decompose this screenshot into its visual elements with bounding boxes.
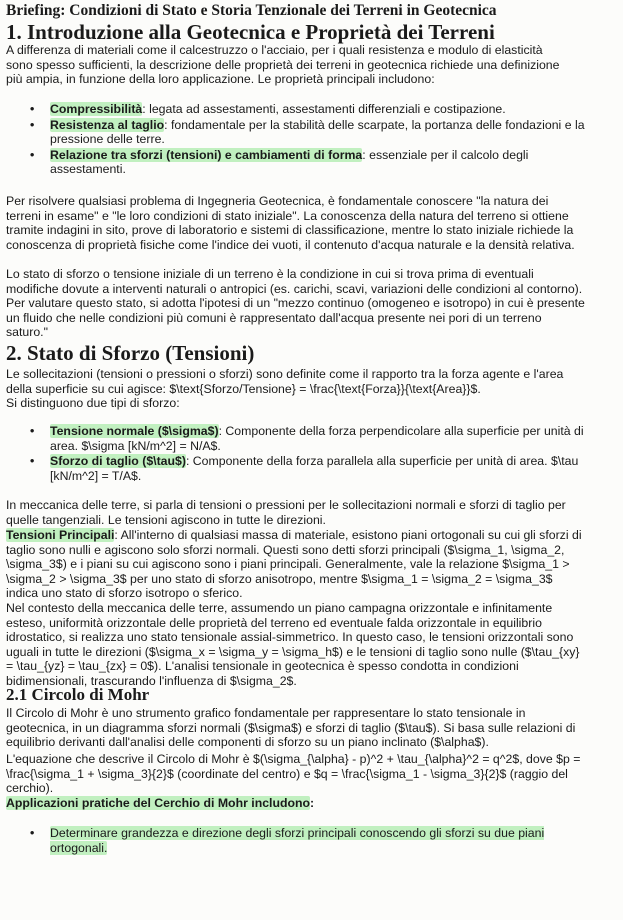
properties-list xyxy=(30,102,590,178)
section-2-paragraph-tensioni: In meccanica delle terre, si parla di tensioni o pressioni per le sollecitazioni normali e sforzi di taglio per quelle tangenziali. Le tensioni agiscono in tutte le direzioni. xyxy=(6,498,566,527)
section-1-paragraph-stato-iniziale: Lo stato di sforzo o tensione iniziale di un terreno è la condizione in cui si trova prima di eventuali modifiche dovute a interventi naturali o antropici (es. carichi, scavi, variazioni delle condizioni al contorno). Per valutare questo stato, si adotta l'ipotesi di un "mezzo continuo (omogeneo e isotropo) in cui è presente un fluido che nelle condizioni più comuni è rappresentato dall'acqua presente nei pori di un terreno saturo." xyxy=(6,267,585,340)
section-2-1-paragraph-intro: Il Circolo di Mohr è uno strumento grafico fondamentale per rappresentare lo stato tensionale in geotecnica, in un diagramma sforzi normali ($\sigma$) e sforzi di taglio ($\tau$). Si basa sulle relazioni di equilibrio derivanti dall'analisi delle componenti di sforzo su un piano inclinato ($\alpha$). xyxy=(6,706,576,750)
list-item-term: Tensione normale ($\sigma$) xyxy=(50,424,219,438)
section-1-paragraph-natura: Per risolvere qualsiasi problema di Ingegneria Geotecnica, è fondamentale conoscere "la natura dei terreni in esame" e "le loro condizioni di stato iniziale". La conoscenza della natura del terreno si ottiene tramite indagini in sito, prove di laboratorio e sistemi di classificazione, mentre lo stato iniziale richiede la conoscenza di proprietà fisiche come l'indice dei vuoti, il contenuto d'acqua naturale e la densità relativa. xyxy=(6,194,575,252)
section-2-intro xyxy=(6,367,586,411)
list-item xyxy=(30,102,590,117)
list-item xyxy=(30,148,590,177)
list-item-text: : essenziale per il calcolo degli assestamenti. xyxy=(50,147,529,177)
applications-list xyxy=(30,826,590,856)
bullet-dot-icon: • xyxy=(30,826,35,840)
list-item-text: : legata ad assestamenti, assestamenti differenziali e costipazione. xyxy=(142,102,506,116)
intro-line: A differenza di materiali come il calcestruzzo o l'acciaio, per i quali resistenza e modulo di elasticità xyxy=(6,43,543,57)
section-2-paragraph-assial-simmetrico: Nel contesto della meccanica delle terre, assumendo un piano campagna orizzontale e infinitamente esteso, uniformità orizzontale delle proprietà del terreno ed eventuale falda orizzontale in equilibrio idrostatico, si realizza uno stato tensionale assial-simmetrico. In questo caso, le tensioni orizzontali sono uguali in tutte le direzioni ($\sigma_x = \sigma_y = \sigma_h$) e le tensioni di taglio sono nulle ($\tau_{xy} = \tau_{yz} = \tau_{zx} = 0$). L'analisi tensionale in geotecnica è spesso condotta in condizioni bidimensionali, trascurando l'influenza di $\sigma_2$. xyxy=(6,601,580,688)
bullet-dot-icon: • xyxy=(30,454,35,469)
bullet-dot-icon: • xyxy=(30,147,35,162)
section-2-paragraph-principali xyxy=(6,528,586,601)
list-item xyxy=(30,826,590,855)
list-item xyxy=(30,118,590,147)
tensioni-principali-text: : All'interno di qualsiasi massa di materiale, esistono piani ortogonali su cui gli sforzi di taglio sono nulli e agiscono solo sforzi normali. Questi sono detti sforzi principali ($\sigma_1, \sigma_2, \sigma_3$) e i piani su cui agiscono sono i piani principali. Generalmente, vale la relazione $\sigma_1 > \sigma_2 > \sigma_3$ per uno stato di sforzo anisotropo, mentre $\sigma_1 = \sigma_2 = \sigma_3$ indica uno stato di sforzo isotropo o sferico. xyxy=(6,528,582,601)
applications-heading-text: Applicazioni pratiche del Cerchio di Mohr includono xyxy=(6,796,311,810)
tensioni-principali-term: Tensioni Principali xyxy=(6,528,115,542)
section-2-heading: 2. Stato di Sforzo (Tensioni) xyxy=(6,341,255,365)
section-2-intro-text-2: Si distinguono due tipi di sforzo: xyxy=(6,396,180,411)
list-item xyxy=(30,454,590,483)
bullet-dot-icon: • xyxy=(30,424,35,438)
section-2-1-heading: 2.1 Circolo di Mohr xyxy=(6,685,150,704)
applications-heading-colon: : xyxy=(310,796,315,810)
section-1-heading: 1. Introduzione alla Geotecnica e Proprietà dei Terreni xyxy=(6,20,495,44)
applications-heading xyxy=(6,796,586,811)
list-item-text: : Componente della forza perpendicolare alla superficie per unità di area. $\sigma [kN/m^2] = N/A$. xyxy=(50,424,584,453)
intro-line: sono spesso sufficienti, la descrizione delle proprietà dei terreni in geotecnica richiede una definizione xyxy=(6,57,560,72)
list-item-text: : fondamentale per la stabilità delle scarpate, la portanza delle fondazioni e la pressione delle terre. xyxy=(50,117,585,147)
intro-line: più ampia, in funzione della loro applicazione. Le proprietà principali includono: xyxy=(6,72,435,87)
bullet-dot-icon: • xyxy=(30,117,35,132)
bullet-dot-icon: • xyxy=(30,102,35,116)
section-1-intro xyxy=(6,43,586,87)
list-item-term: Sforzo di taglio ($\tau$) xyxy=(50,454,186,469)
list-item-text: Determinare grandezza e direzione degli sforzi principali conoscendo gli sforzi su due piani ortogonali. xyxy=(50,826,545,855)
section-2-intro-text: Le sollecitazioni (tensioni o pressioni o sforzi) sono definite come il rapporto tra la forza agente e l'area della superficie su cui agisce: $\text{Sforzo/Tensione} = \frac{\text{Forza}}{\text{Area}}$. xyxy=(6,367,564,396)
list-item-text: : Componente della forza parallela alla superficie per unità di area. $\tau [kN/m^2] = T/A$. xyxy=(50,454,579,483)
stress-types-list xyxy=(30,424,590,484)
document-title: Briefing: Condizioni di Stato e Storia Tenzionale dei Terreni in Geotecnica xyxy=(6,2,497,19)
list-item-term: Resistenza al taglio xyxy=(50,117,165,132)
list-item-term: Relazione tra sforzi (tensioni) e cambiamenti di forma xyxy=(50,147,363,162)
section-2-1-paragraph-equation: L'equazione che descrive il Circolo di Mohr è $(\sigma_{\alpha} - p)^2 + \tau_{\alpha}^2 = q^2$, dove $p = \frac{\sigma_1 + \sigma_3}{2}$ (coordinate del centro) e $q = \frac{\sigma_1 - \sigma_3}{2}$ (raggio del cerchio). xyxy=(6,752,581,796)
list-item-term: Compressibilità xyxy=(50,102,143,116)
list-item xyxy=(30,424,590,453)
